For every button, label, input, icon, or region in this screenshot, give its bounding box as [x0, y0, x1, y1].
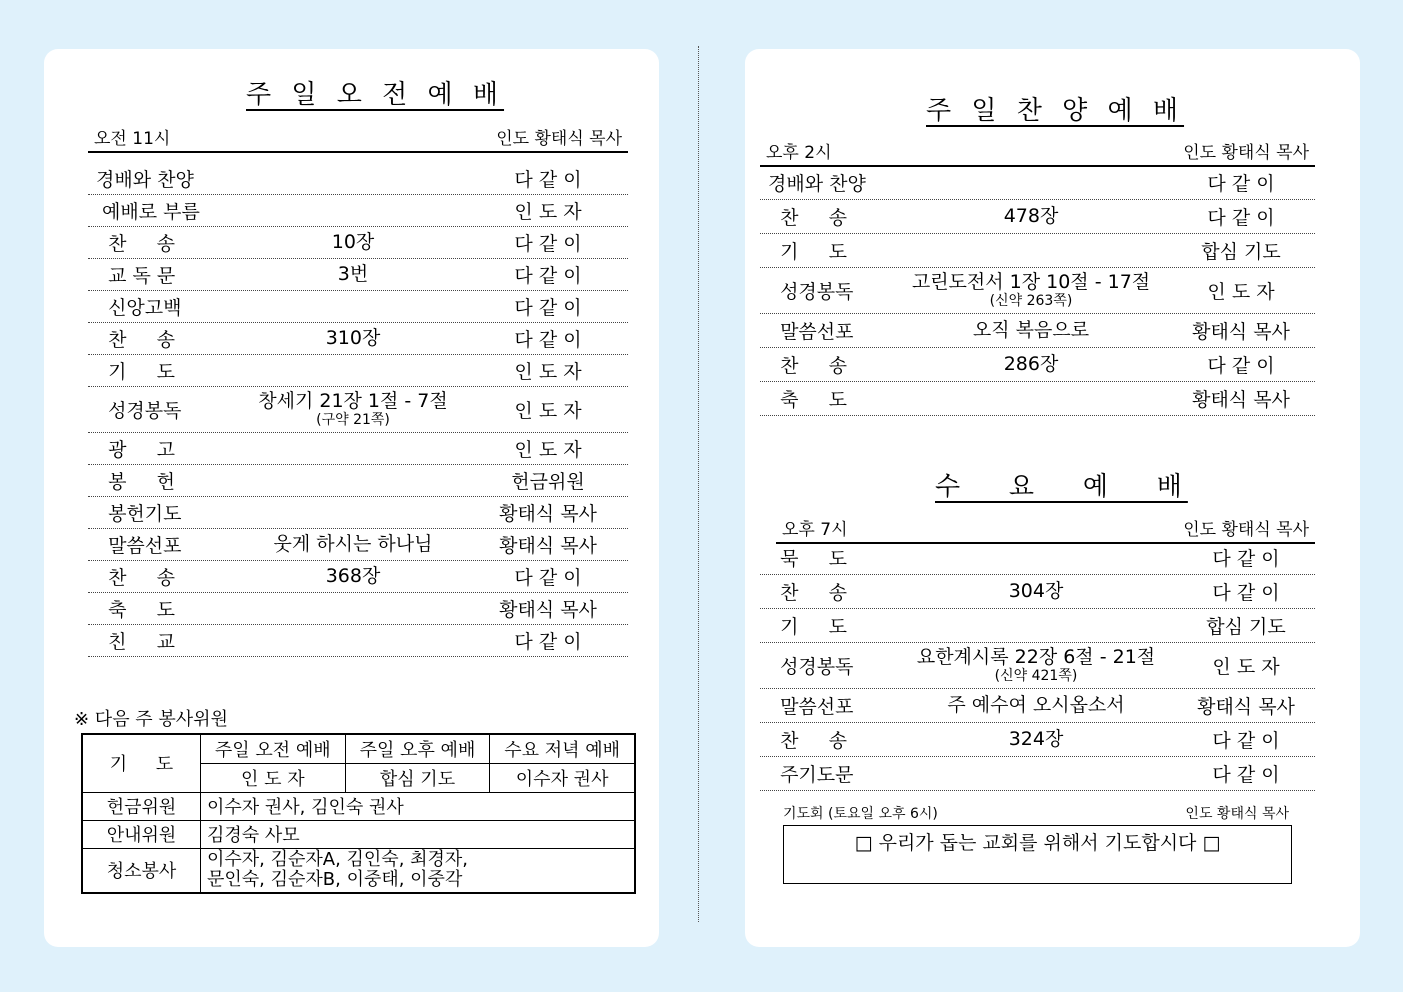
order-item: 기 도 [768, 616, 847, 638]
order-performer: 황태식 목사 [1197, 696, 1295, 718]
order-item: 말씀선포 [96, 535, 182, 557]
order-row [88, 465, 628, 497]
order-item: 찬 송 [96, 567, 175, 589]
order-performer: 다 같 이 [514, 233, 582, 255]
order-row [88, 195, 628, 227]
vol-cleaning-line2: 문인숙, 김순자B, 이중태, 이중각 [207, 869, 463, 891]
morning-service-time: 오전 11시 [94, 129, 171, 149]
order-performer: 황태식 목사 [499, 535, 597, 557]
order-item: 경배와 찬양 [96, 169, 194, 191]
page-divider [698, 46, 699, 922]
order-content-main: 478장 [1003, 205, 1059, 227]
order-item: 찬 송 [768, 207, 847, 229]
order-row [88, 355, 628, 387]
order-content-main: 10장 [331, 231, 375, 253]
order-content-main: 창세기 21장 1절 - 7절 [258, 390, 448, 412]
order-item: 친 교 [96, 631, 175, 653]
order-performer: 다 같 이 [1207, 207, 1275, 229]
order-performer: 합심 기도 [1206, 616, 1286, 638]
order-item: 말씀선포 [768, 321, 854, 343]
order-content-sub: (신약 421쪽) [994, 668, 1078, 684]
vol-header-wednesday: 수요 저녁 예배 [490, 734, 635, 763]
order-performer: 다 같 이 [1212, 582, 1280, 604]
order-item: 축 도 [96, 599, 175, 621]
order-item: 신앙고백 [96, 297, 182, 319]
order-item: 성경봉독 [96, 400, 182, 422]
morning-service-title: 주 일 오 전 예 배 [246, 80, 505, 110]
order-performer: 인 도 자 [1212, 656, 1280, 678]
vol-header-afternoon: 주일 오후 예배 [345, 734, 490, 763]
vol-cleaning-label: 청소봉사 [82, 848, 201, 893]
afternoon-service-time: 오후 2시 [766, 143, 832, 163]
order-performer: 다 같 이 [514, 265, 582, 287]
order-row [88, 291, 628, 323]
vol-prayer-wednesday: 이수자 권사 [490, 763, 635, 792]
order-row [88, 593, 628, 625]
order-performer: 인 도 자 [514, 400, 582, 422]
prayer-meeting-leader: 인도 황태식 목사 [1185, 806, 1289, 822]
order-item: 찬 송 [768, 730, 847, 752]
order-content [895, 207, 1167, 226]
order-item: 봉헌기도 [96, 503, 182, 525]
order-performer: 다 같 이 [514, 169, 582, 191]
wednesday-service-time: 오후 7시 [782, 520, 848, 540]
order-content [895, 582, 1177, 601]
order-row [760, 541, 1315, 575]
order-row [760, 234, 1315, 268]
order-performer: 다 같 이 [1212, 548, 1280, 570]
order-performer: 다 같 이 [514, 297, 582, 319]
order-performer: 황태식 목사 [499, 503, 597, 525]
vol-offering-value: 이수자 권사, 김인숙 권사 [201, 792, 636, 820]
order-performer: 다 같 이 [1212, 764, 1280, 786]
wednesday-service-title: 수 요 예 배 [935, 472, 1188, 502]
order-row [760, 314, 1315, 348]
order-row [88, 433, 628, 465]
order-performer: 다 같 이 [1207, 355, 1275, 377]
order-content-main: 주 예수여 오시옵소서 [947, 694, 1125, 716]
order-performer: 인 도 자 [514, 361, 582, 383]
order-row [760, 723, 1315, 757]
prayer-meeting-note [783, 803, 1289, 823]
order-item: 예배로 부름 [96, 201, 200, 223]
order-content [895, 696, 1177, 715]
order-content-main: 요한계시록 22장 6절 - 21절 [916, 646, 1156, 668]
volunteer-note: ※ 다음 주 봉사위원 [74, 709, 228, 730]
morning-service-order [88, 163, 628, 657]
order-row [760, 575, 1315, 609]
afternoon-service-header [760, 138, 1315, 167]
order-row [760, 382, 1315, 416]
order-content-sub: (구약 21쪽) [316, 412, 390, 428]
order-row [760, 609, 1315, 643]
wednesday-service-header [776, 515, 1315, 544]
wednesday-service-leader: 인도 황태식 목사 [1183, 520, 1309, 540]
vol-header-morning: 주일 오전 예배 [201, 734, 346, 763]
order-performer: 다 같 이 [514, 329, 582, 351]
order-row [88, 561, 628, 593]
order-row [760, 166, 1315, 200]
afternoon-service-title: 주 일 찬 양 예 배 [926, 96, 1185, 126]
order-row [88, 227, 628, 259]
order-content-main: 310장 [325, 327, 381, 349]
order-performer: 인 도 자 [514, 439, 582, 461]
prayer-meeting-time: 기도회 (토요일 오후 6시) [783, 806, 938, 822]
order-content [238, 233, 468, 252]
vol-usher-label: 안내위원 [82, 820, 201, 848]
order-content-main: 웃게 하시는 하나님 [273, 533, 433, 555]
order-content-main: 오직 복음으로 [972, 319, 1090, 341]
order-performer: 황태식 목사 [1192, 321, 1290, 343]
order-item: 찬 송 [768, 582, 847, 604]
order-row [760, 200, 1315, 234]
order-row [88, 497, 628, 529]
order-item: 찬 송 [768, 355, 847, 377]
order-content [238, 535, 468, 554]
order-content-main: 286장 [1003, 353, 1059, 375]
order-content-sub: (신약 263쪽) [989, 293, 1073, 309]
vol-cleaning-line1: 이수자, 김순자A, 김인숙, 최경자, [207, 849, 469, 871]
volunteer-table [81, 733, 636, 894]
order-content-main: 고린도전서 1장 10절 - 17절 [911, 271, 1151, 293]
order-performer: 합심 기도 [1201, 241, 1281, 263]
order-item: 광 고 [96, 439, 175, 461]
vol-prayer-morning: 인 도 자 [201, 763, 346, 792]
order-content [238, 265, 468, 284]
wednesday-service-order [760, 541, 1315, 791]
order-row [760, 348, 1315, 382]
order-item: 교 독 문 [96, 265, 176, 287]
order-row [88, 163, 628, 195]
vol-prayer-afternoon: 합심 기도 [345, 763, 490, 792]
afternoon-service-leader: 인도 황태식 목사 [1183, 143, 1309, 163]
order-item: 축 도 [768, 389, 847, 411]
order-item: 성경봉독 [768, 281, 854, 303]
order-performer: 다 같 이 [1207, 173, 1275, 195]
order-performer: 다 같 이 [514, 567, 582, 589]
order-content-main: 304장 [1008, 580, 1064, 602]
prayer-request-box: □ 우리가 돕는 교회를 위해서 기도합시다 □ [783, 825, 1292, 884]
order-row [760, 689, 1315, 723]
vol-cleaning-value [201, 848, 636, 893]
order-content [895, 730, 1177, 749]
order-content-main: 368장 [325, 565, 381, 587]
morning-service-header [88, 124, 628, 153]
order-item: 주기도문 [768, 764, 854, 786]
order-row [760, 643, 1315, 689]
order-content [238, 567, 468, 586]
order-item: 경배와 찬양 [768, 173, 866, 195]
vol-prayer-label: 기 도 [82, 734, 201, 792]
order-content-main: 3번 [337, 263, 369, 285]
order-content [895, 321, 1167, 340]
order-performer: 헌금위원 [511, 471, 585, 493]
afternoon-service-order [760, 166, 1315, 416]
order-performer: 다 같 이 [514, 631, 582, 653]
order-content-main: 324장 [1008, 728, 1064, 750]
order-content [238, 329, 468, 348]
order-performer: 황태식 목사 [1192, 389, 1290, 411]
order-row [88, 387, 628, 433]
order-content [895, 648, 1177, 683]
order-content [238, 392, 468, 427]
order-performer: 다 같 이 [1212, 730, 1280, 752]
vol-offering-label: 헌금위원 [82, 792, 201, 820]
order-performer: 황태식 목사 [499, 599, 597, 621]
morning-service-leader: 인도 황태식 목사 [496, 129, 622, 149]
vol-usher-value: 김경숙 사모 [201, 820, 636, 848]
order-item: 기 도 [768, 241, 847, 263]
order-item: 말씀선포 [768, 696, 854, 718]
order-row [88, 259, 628, 291]
order-performer: 인 도 자 [514, 201, 582, 223]
order-content [895, 355, 1167, 374]
order-item: 묵 도 [768, 548, 847, 570]
order-item: 봉 헌 [96, 471, 175, 493]
order-row [88, 625, 628, 657]
order-item: 찬 송 [96, 329, 175, 351]
order-content [895, 273, 1167, 308]
order-row [760, 757, 1315, 791]
order-item: 기 도 [96, 361, 175, 383]
order-row [88, 323, 628, 355]
order-item: 성경봉독 [768, 656, 854, 678]
order-performer: 인 도 자 [1207, 281, 1275, 303]
order-row [760, 268, 1315, 314]
order-row [88, 529, 628, 561]
order-item: 찬 송 [96, 233, 175, 255]
